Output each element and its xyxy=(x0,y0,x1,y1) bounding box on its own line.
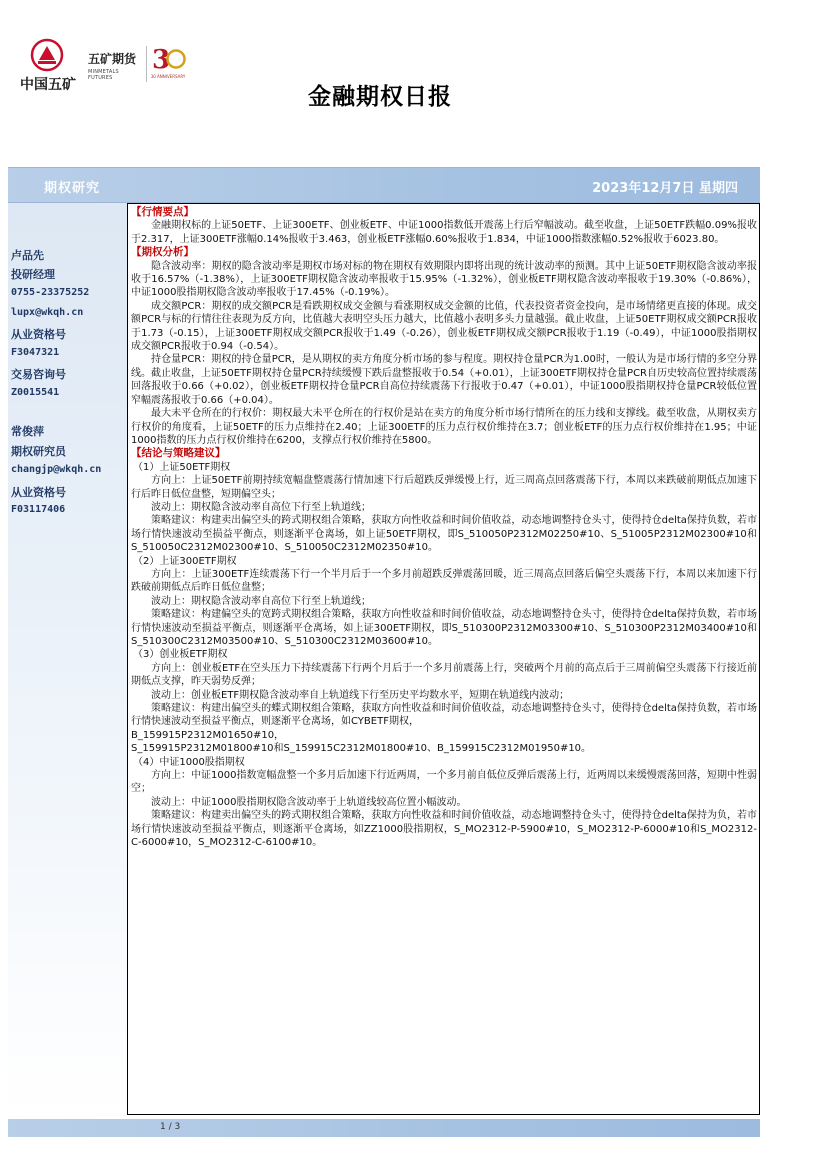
page-number: 1 / 3 xyxy=(160,1122,181,1132)
para-turnover-pcr: 成交额PCR：期权的成交额PCR是看跌期权成交金额与看涨期权成交金额的比值，代表投资者资金投向，是市场情绪更直接的体现。成交额PCR与标的行情往往表现为反方向，比值越大表明空头压力越大，比值越小表明多头力量越强。截止收盘，上证50ETF期权成交额PCR报收于1.73（-0.15），上证300ETF期权成交额PCR报收于1.49（-0.26），创业板ETF期权成交额PCR报收于1.19（-0.49），中证1000股指期权成交额PCR报收于0.94（-0.54）。 xyxy=(131,300,757,353)
analyst1-name: 卢品先 xyxy=(11,249,44,262)
analyst1-role: 投研经理 xyxy=(11,268,55,281)
analyst1-trade: Z0015541 xyxy=(11,387,60,398)
heading-market-summary: 【行情要点】 xyxy=(131,206,194,218)
footer-bar xyxy=(8,1119,760,1137)
section-50etf-strategy: 策略建议：构建卖出偏空头的跨式期权组合策略，获取方向性收益和时间价值收益，动态地调整持仓头寸，使得持仓delta保持负数，若市场行情快速波动至损益平衡点，则逐渐平仓离场，如上证50ETF期权，即S_510050P2312M02250#10、S_51005P2312M02300#10和S_510050C2312M02300#10、S_510050C2312M02350#10。 xyxy=(131,515,757,554)
section-50etf-direction: 方向上：上证50ETF前期持续宽幅盘整震荡行情加速下行后超跌反弹缓慢上行，近三周高点回落震荡下行，本周以来跌破前期低点加速下行后昨日低位盘整，短期偏空头； xyxy=(131,475,757,500)
anniversary-label: 30 ANNIVERSARY xyxy=(150,74,186,79)
report-title: 金融期权日报 xyxy=(308,84,452,110)
analyst2-name: 常俊萍 xyxy=(11,425,44,438)
para-implied-vol: 隐含波动率：期权的隐含波动率是期权市场对标的物在期权有效期限内即将出现的统计波动率的预测。其中上证50ETF期权隐含波动率报收于16.57%（-1.38%），上证300ETF期权隐含波动率报收于15.95%（-1.32%），创业板ETF期权隐含波动率报收于19.30%（-0.86%），中证1000股指期权隐含波动率报收于17.45%（-0.19%）。 xyxy=(131,260,757,299)
section-cybetf-title: （3）创业板ETF期权 xyxy=(133,649,228,661)
section-name: 期权研究 xyxy=(44,181,101,196)
china-minmetals-text: 中国五矿 xyxy=(20,77,76,93)
report-date: 2023年12月7日 星期四 xyxy=(592,181,738,196)
para-position-pcr: 持仓量PCR：期权的持仓量PCR，是从期权的卖方角度分析市场的参与程度。期权持仓量PCR为1.00时，一般认为是市场行情的多空分界线。截止收盘，上证50ETF期权持仓量PCR持续缓慢下跌后盘整报收于0.54（+0.01），上证300ETF期权持仓量PCR自历史较高位置持续震荡回落报收于0.66（+0.02），创业板ETF期权持仓量PCR自高位持续震荡下行报收于0.47（+0.01），中证1000股指期权持仓量PCR较低位置窄幅震荡报收于0.66（+0.04）。 xyxy=(131,354,758,406)
anniversary-30-icon xyxy=(150,40,186,74)
section-50etf-title: （1）上证50ETF期权 xyxy=(133,461,231,473)
section-cybetf-volatility: 波动上：创业板ETF期权隐含波动率自上轨道线下行至历史平均数水平，短期在轨道线内波动； xyxy=(151,689,570,701)
section-50etf-volatility: 波动上：期权隐含波动率自高位下行至上轨道线； xyxy=(151,501,371,513)
section-300etf-strategy: 策略建议：构建偏空头的宽跨式期权组合策略，获取方向性收益和时间价值收益，动态地调整持仓头寸，使得持仓delta保持负数，若市场行情快速波动至损益平衡点，则逐渐平仓离场，如上证300ETF期权，即S_510300P2312M03300#10、S_510300P2312M03400#10和S_510300C2312M03500#10、S_510300C2312M03600#10。 xyxy=(131,609,757,647)
section-zz1000-strategy: 策略建议：构建卖出偏空头的跨式期权组合策略，获取方向性收益和时间价值收益，动态地调整持仓头寸，使得持仓delta保持为负，若市场行情快速波动至损益平衡点，则逐渐平仓离场，如ZZ1000股指期权，S_MO2312-P-5900#10，S_MO2312-P-6000#10和S_MO2312-C-6000#10，S_MO2312-C-6100#10。 xyxy=(131,810,757,849)
minmetals-emblem-icon xyxy=(30,38,64,72)
analyst2-cert: F03117406 xyxy=(11,504,66,515)
analyst1-phone: 0755-23375252 xyxy=(11,287,90,298)
para-market-summary: 金融期权标的上证50ETF、上证300ETF、创业板ETF、中证1000指数低开震荡上行后窄幅波动。截至收盘，上证50ETF跌幅0.09%报收于2.317，上证300ETF涨幅0.14%报收于3.463，创业板ETF涨幅0.60%报收于1.834，中证1000指数涨幅0.52%报收于6023.80。 xyxy=(131,220,757,245)
section-300etf-volatility: 波动上：期权隐含波动率自高位下行至上轨道线； xyxy=(151,595,371,607)
analyst1-cert: F3047321 xyxy=(11,347,60,358)
report-body xyxy=(127,203,760,1115)
section-300etf-direction: 方向上：上证300ETF连续震荡下行一个半月后于一个多月前超跌反弹震荡回暖，近三周高点回落后偏空头震荡下行，本周以来加速下行跌破前期低点后昨日低位盘整； xyxy=(131,568,757,594)
section-cybetf-strategy-leg2: S_159915P2312M01800#10和S_159915C2312M01800#10、B_159915C2312M01950#10。 xyxy=(131,743,592,755)
minmetals-futures-text: 五矿期货 xyxy=(88,52,137,66)
section-cybetf-strategy: 策略建议：构建出偏空头的蝶式期权组合策略，获取方向性收益和时间价值收益，动态地调整持仓头寸，使得持仓delta保持负数，若市场行情快速波动至损益平衡点，则逐渐平仓离场，如CYBETF期权， xyxy=(131,703,757,728)
analyst2-role: 期权研究员 xyxy=(11,445,66,458)
section-zz1000-volatility: 波动上：中证1000股指期权隐含波动率于上轨道线较高位置小幅波动。 xyxy=(151,796,467,808)
svg-text:3: 3 xyxy=(152,45,171,74)
analyst1-trade-label: 交易咨询号 xyxy=(11,368,66,381)
section-300etf-title: （2）上证300ETF期权 xyxy=(133,555,237,567)
analyst2-cert-label: 从业资格号 xyxy=(11,486,66,499)
report-text xyxy=(131,206,757,850)
section-cybetf-strategy-leg1: B_159915P2312M01650#10， xyxy=(131,729,285,741)
section-zz1000-direction: 方向上：中证1000指数宽幅盘整一个多月后加速下行近两周，一个多月前自低位反弹后震荡上行，近两周以来缓慢震荡回落，短期中性弱空； xyxy=(131,770,757,795)
section-cybetf-direction: 方向上：创业板ETF在空头压力下持续震荡下行两个月后于一个多月前震荡上行，突破两个月前的高点后于三周前偏空头震荡下行接近前期低点支撑，昨天弱势反弹； xyxy=(131,662,757,688)
analyst1-cert-label: 从业资格号 xyxy=(11,328,66,341)
minmetals-futures-en: MINMETALS FUTURES xyxy=(88,69,119,81)
para-max-oi-strike: 最大未平仓所在的行权价：期权最大未平仓所在的行权价是站在卖方的角度分析市场行情所在的压力线和支撑线。截至收盘，从期权卖方行权价的角度看，上证50ETF的压力点维持在2.40；上证300ETF的压力点行权价维持在3.7；创业板ETF的压力点行权价维持在1.95；中证1000指数的压力点行权价维持在6200，支撑点行权价维持在5800。 xyxy=(131,408,757,446)
analyst2-email[interactable]: changjp@wkqh.cn xyxy=(11,464,102,475)
section-zz1000-title: （4）中证1000股指期权 xyxy=(133,756,245,768)
heading-option-analysis: 【期权分析】 xyxy=(131,246,194,259)
logo-divider xyxy=(146,46,147,82)
section-banner xyxy=(8,167,760,203)
analyst1-email[interactable]: lupx@wkqh.cn xyxy=(11,307,84,318)
analyst-sidebar xyxy=(8,203,127,1115)
heading-strategy: 【结论与策略建议】 xyxy=(131,447,226,460)
